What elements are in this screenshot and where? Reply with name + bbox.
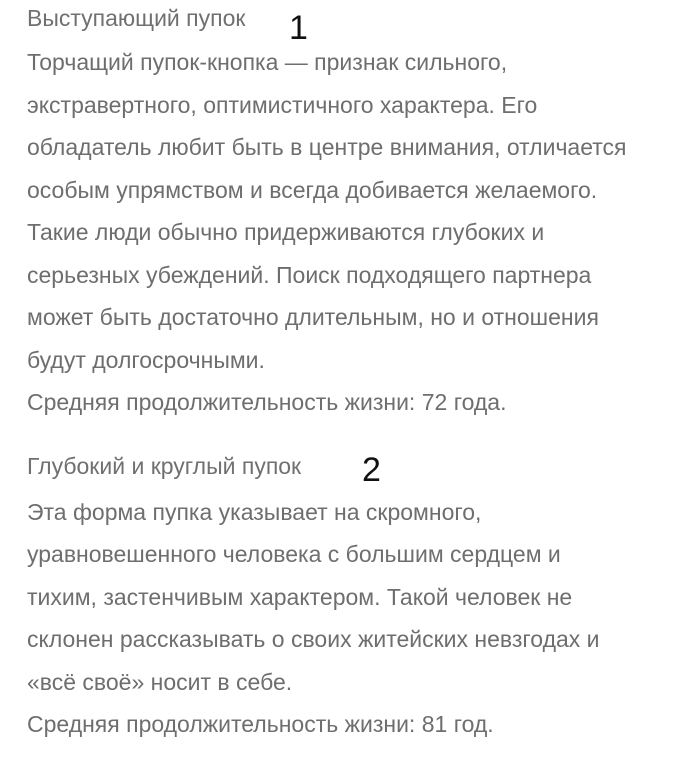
section-title-text: Выступающий пупок [27, 5, 246, 31]
section-number-marker: 2 [362, 450, 381, 489]
section-number-marker: 1 [289, 9, 308, 47]
paragraph-line: «всё своё» носит в себе. [27, 668, 293, 695]
paragraph-line: склонен рассказывать о своих житейских невзгодах и [27, 626, 600, 652]
paragraph-line: тихим, застенчивым характером. Такой человек не [27, 583, 573, 610]
paragraph-line: серьезных убеждений. Поиск подходящего партнера [27, 261, 592, 288]
paragraph-line: особым упрямством и всегда добивается желаемого. [27, 176, 598, 203]
paragraph-line: Эта форма пупка указывает на скромного, [27, 498, 482, 525]
section-deep-round-navel [27, 451, 687, 746]
paragraph-line: обладатель любит быть в центре внимания, отличается [27, 134, 627, 160]
paragraph-line: может быть достаточно длительным, но и отношения [27, 304, 599, 330]
section-title-text: Глубокий и круглый пупок [27, 452, 302, 479]
paragraph-line: Торчащий пупок-кнопка — признак сильного, [27, 49, 508, 75]
section-paragraph [27, 41, 687, 381]
section-paragraph [27, 491, 687, 704]
article [27, 0, 687, 746]
paragraph-line: Такие люди обычно придерживаются глубоких и [27, 219, 545, 245]
paragraph-line: экстравертного, оптимистичного характера. Его [27, 91, 538, 118]
lifespan-text: Средняя продолжительность жизни: 72 года. [27, 389, 507, 415]
paragraph-line: уравновешенного человека с большим сердцем и [27, 541, 561, 567]
section-title [27, 450, 687, 489]
section-protruding-navel [27, 0, 687, 424]
lifespan-text: Средняя продолжительность жизни: 81 год. [27, 711, 494, 737]
section-title [27, 3, 687, 47]
paragraph-line: будут долгосрочными. [27, 346, 265, 373]
